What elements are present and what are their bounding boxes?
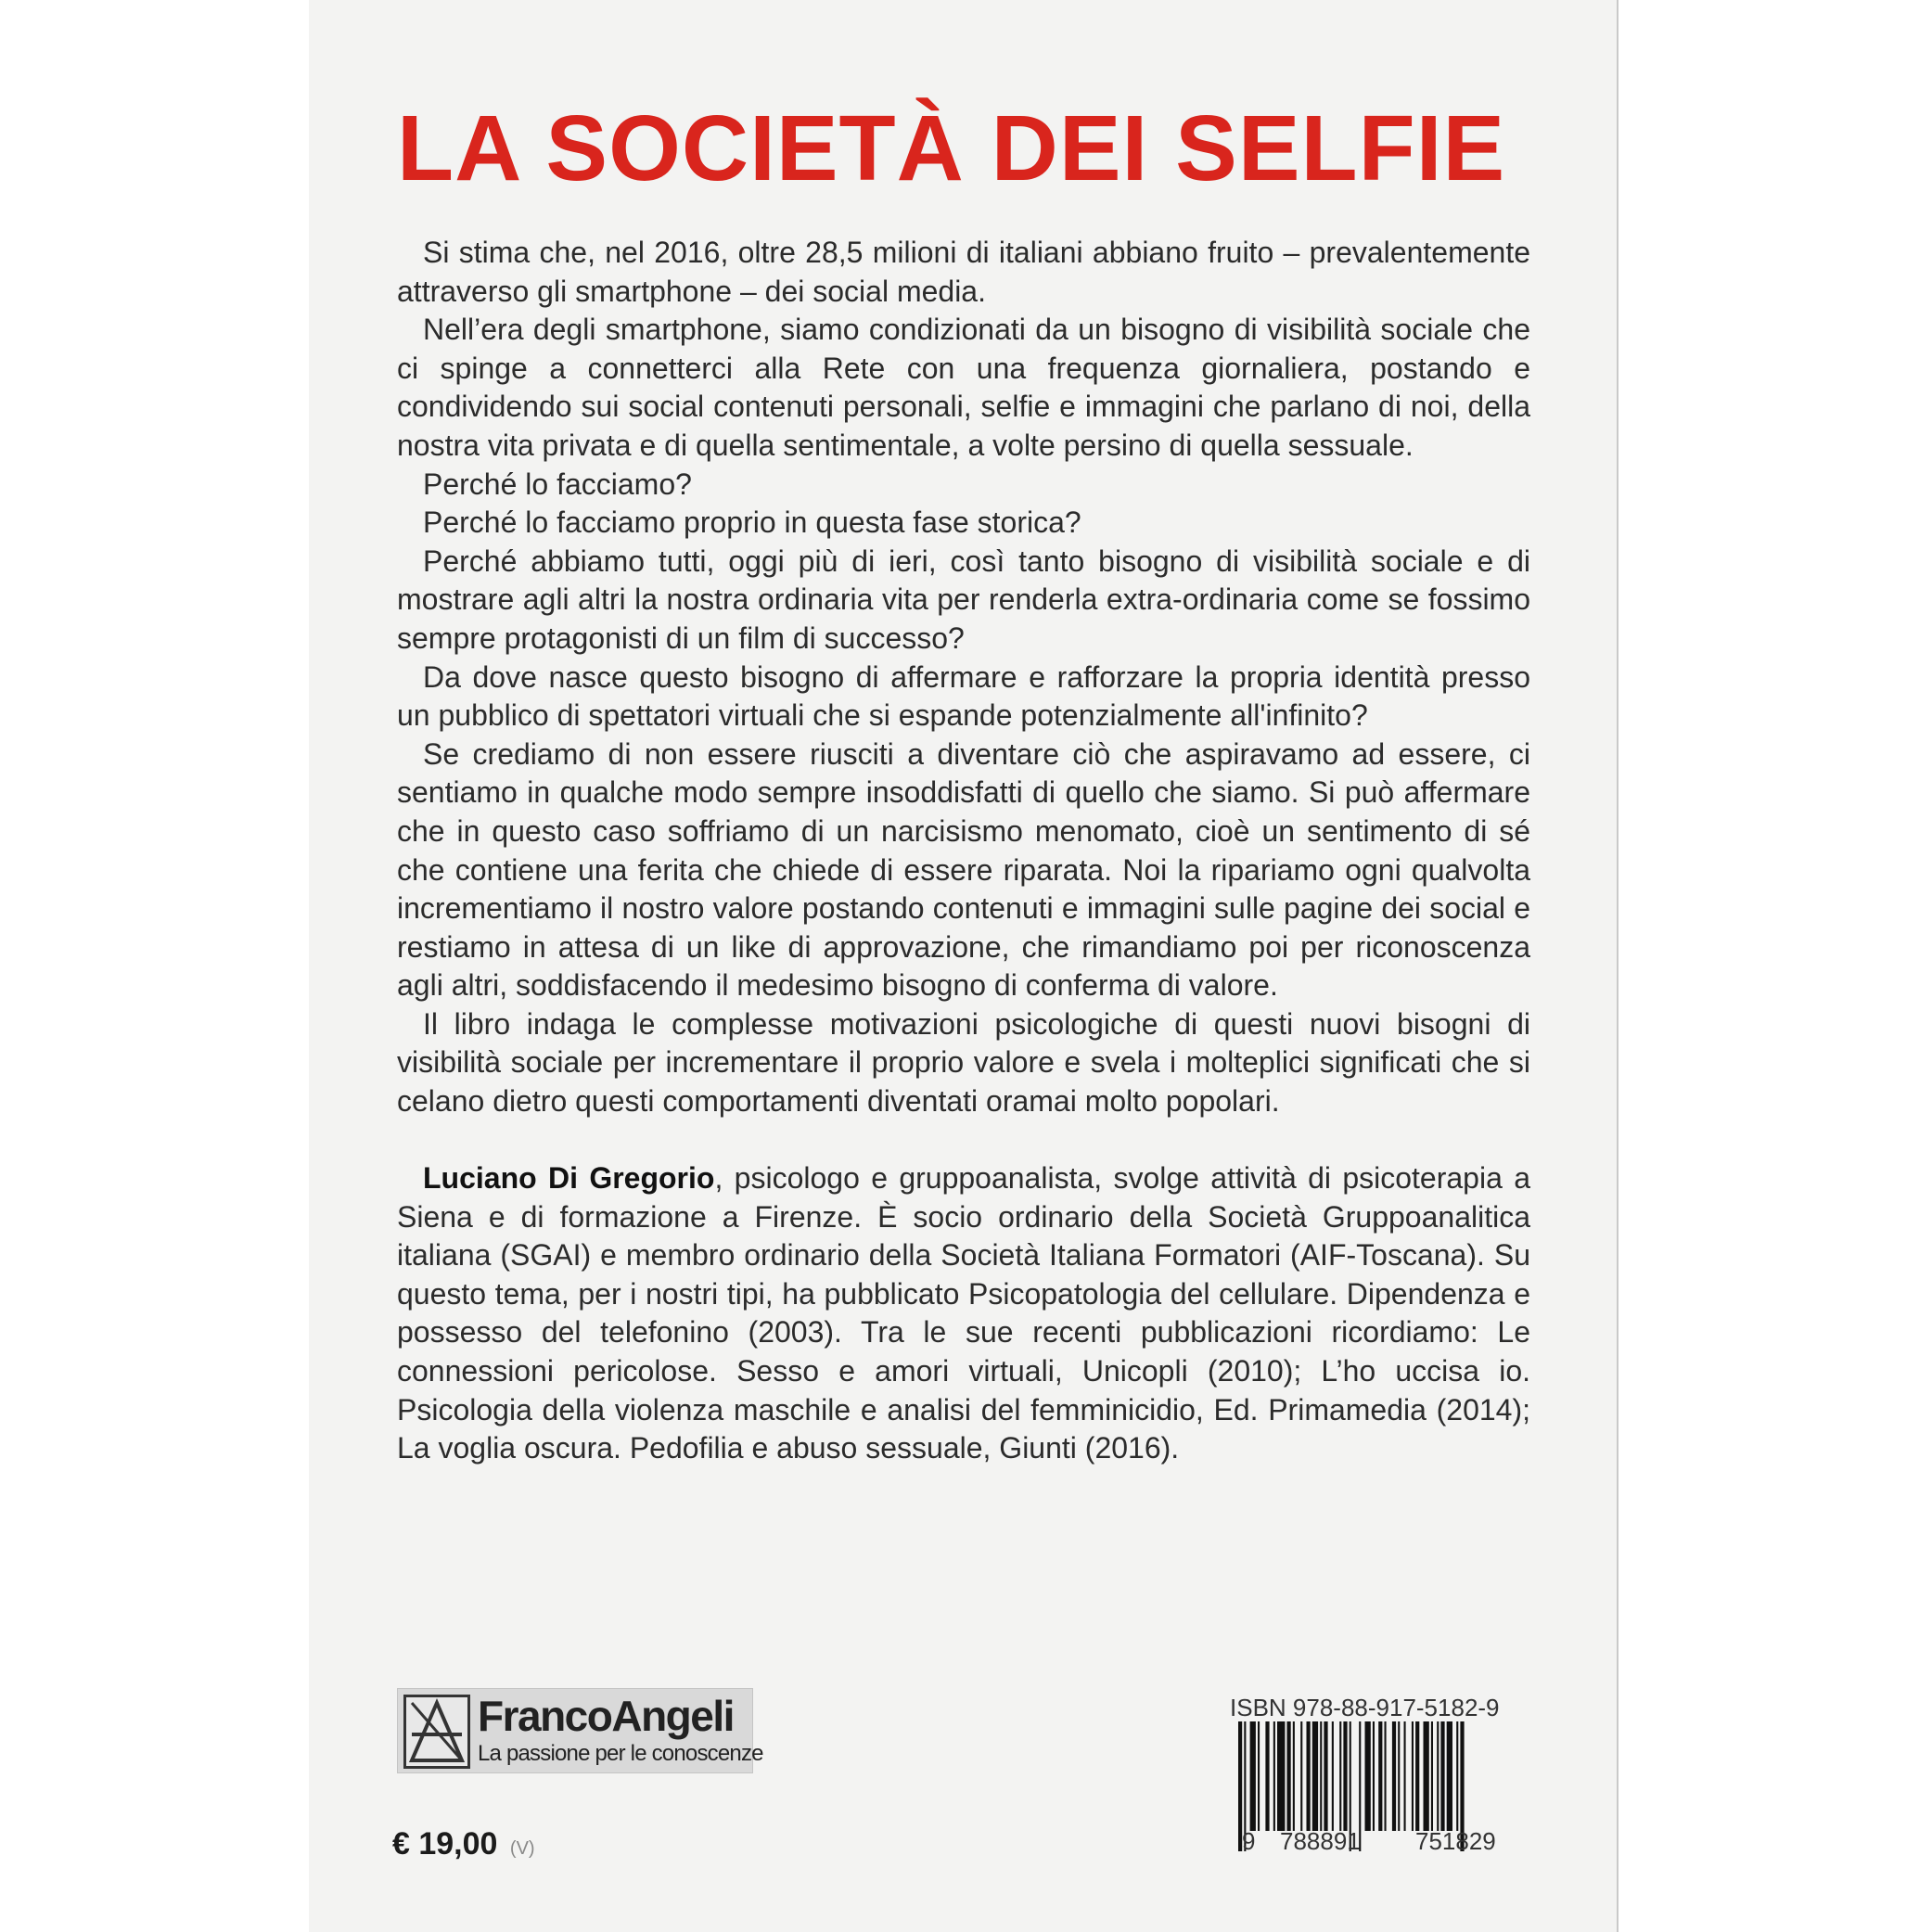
barcode-bar (1456, 1721, 1458, 1831)
barcode-bar (1385, 1721, 1387, 1831)
barcode-bar (1307, 1721, 1311, 1831)
barcode-bar (1273, 1721, 1275, 1831)
barcode-bar (1392, 1721, 1396, 1831)
barcode-bar (1424, 1721, 1429, 1831)
blurb-paragraph: Perché abbiamo tutti, oggi più di ieri, così tanto bisogno di visibilità sociale e di mostrare agli altri la nostra ordinaria vita per renderla extra-ordinaria come se fossimo sempre protagonisti di un film di successo? (397, 544, 1530, 655)
barcode-bar (1440, 1721, 1444, 1831)
price-amount: € 19,00 (392, 1826, 498, 1862)
publisher-tagline: La passione per le conoscenze (478, 1741, 763, 1766)
barcode-bar (1312, 1721, 1318, 1831)
author-bio (397, 1159, 1530, 1468)
book-title: LA SOCIETÀ DEI SELFIE (397, 96, 1506, 200)
publisher-logo (397, 1688, 763, 1773)
barcode-bar (1258, 1721, 1260, 1831)
blurb-paragraph: Perché lo facciamo proprio in questa fase storica? (423, 505, 1081, 540)
author-bio-paragraph (397, 1159, 1530, 1468)
blurb-paragraph: Da dove nasce questo bisogno di affermare e rafforzare la propria identità presso un pubblico di spettatori virtuali che si espande potenzialmente all'infinito? (397, 659, 1530, 733)
barcode-bar (1378, 1721, 1382, 1831)
barcode-bar (1437, 1721, 1439, 1831)
barcode-bar (1324, 1721, 1327, 1831)
barcode-bar (1332, 1721, 1334, 1831)
barcode-bar (1265, 1721, 1269, 1831)
barcode-digits-left: 788891 (1280, 1827, 1361, 1855)
publisher-logo-icon (403, 1695, 470, 1769)
blurb-paragraph: Perché lo facciamo? (423, 467, 692, 501)
barcode-bar (1320, 1721, 1322, 1831)
barcode-digits-right: 751829 (1415, 1827, 1496, 1855)
author-bio-text: , psicologo e gruppoanalista, svolge attività di psicoterapia a Siena e di formazione a Firenze. È socio ordinario della Società Gruppoanalitica italiana (SGAI) e membro ordinario della Società Italiana Formatori (AIF-Toscana). Su questo tema, per i nostri tipi, ha pubblicato Psicopatologia del cellulare. Dipendenza e possesso del telefonino (2003). Tra le sue recenti pubblicazioni ricordiamo: Le connessioni pericolose. Sesso e amori virtuali, Unicopli (2010); L’ho uccisa io. Psicologia della violenza maschile e analisi del femminicidio, Ed. Primamedia (2014); La voglia oscura. Pedofilia e abuso sessuale, Giunti (2016). (397, 1161, 1531, 1465)
barcode-bar (1343, 1721, 1347, 1831)
blurb-paragraph: Nell’era degli smartphone, siamo condizionati da un bisogno di visibilità sociale che ci spinge a connetterci alla Rete con una frequenza giornaliera, postando e condividendo sui social contenuti personali, selfie e immagini che parlano di noi, della nostra vita privata e di quella sentimentale, a volte persino di quella sessuale. (397, 313, 1530, 462)
publisher-name: FrancoAngeli (478, 1692, 734, 1740)
blurb-paragraph: Se crediamo di non essere riusciti a diventare ciò che aspiravamo ad essere, ci sentiamo in qualche modo sempre insoddisfatti di quello che siamo. Si può affermare che in questo caso soffriamo di un narcisismo menomato, cioè un sentimento di sé che contiene una ferita che chiede di essere riparata. Noi la ripariamo ogni qualvolta incrementiamo il nostro valore postando contenuti e immagini sulle pagine dei social e restiamo in attesa di un like di approvazione, che rimandiamo poi per riconoscenza agli altri, soddisfacendo il medesimo bisogno di conferma di valore. (397, 736, 1530, 1003)
price-vat: (V) (509, 1838, 535, 1859)
barcode-bar (1365, 1721, 1371, 1831)
barcode-bar (1300, 1721, 1302, 1831)
back-cover (309, 0, 1619, 1932)
blurb-paragraph: Si stima che, nel 2016, oltre 28,5 milioni di italiani abbiano fruito – prevalentemente attraverso gli smartphone – dei social media. (397, 236, 1530, 308)
barcode-bar (1250, 1721, 1256, 1831)
barcode-bar (1277, 1721, 1285, 1831)
barcode-bar (1404, 1721, 1406, 1831)
barcode-bar (1287, 1721, 1291, 1831)
barcode-bar (1373, 1721, 1375, 1831)
blurb-paragraph: Il libro indaga le complesse motivazioni psicologiche di questi nuovi bisogni di visibilità sociale per incrementare il proprio valore e svela i molteplici significati che si celano dietro questi comportamenti diventati oramai molto popolari. (397, 1006, 1530, 1119)
blurb (397, 234, 1530, 1121)
barcode-bar (1447, 1721, 1452, 1831)
barcode-bar (1293, 1721, 1295, 1831)
barcode-bar (1398, 1721, 1400, 1831)
barcode-bar (1431, 1721, 1433, 1831)
isbn-label: ISBN 978-88-917-5182-9 (1230, 1694, 1500, 1721)
barcode-bar (1415, 1721, 1419, 1831)
barcode-bar (1339, 1721, 1341, 1831)
barcode-bar (1412, 1721, 1414, 1831)
author-name: Luciano Di Gregorio (423, 1161, 715, 1195)
price (392, 1825, 535, 1867)
barcode-digit-first: 9 (1242, 1827, 1256, 1855)
